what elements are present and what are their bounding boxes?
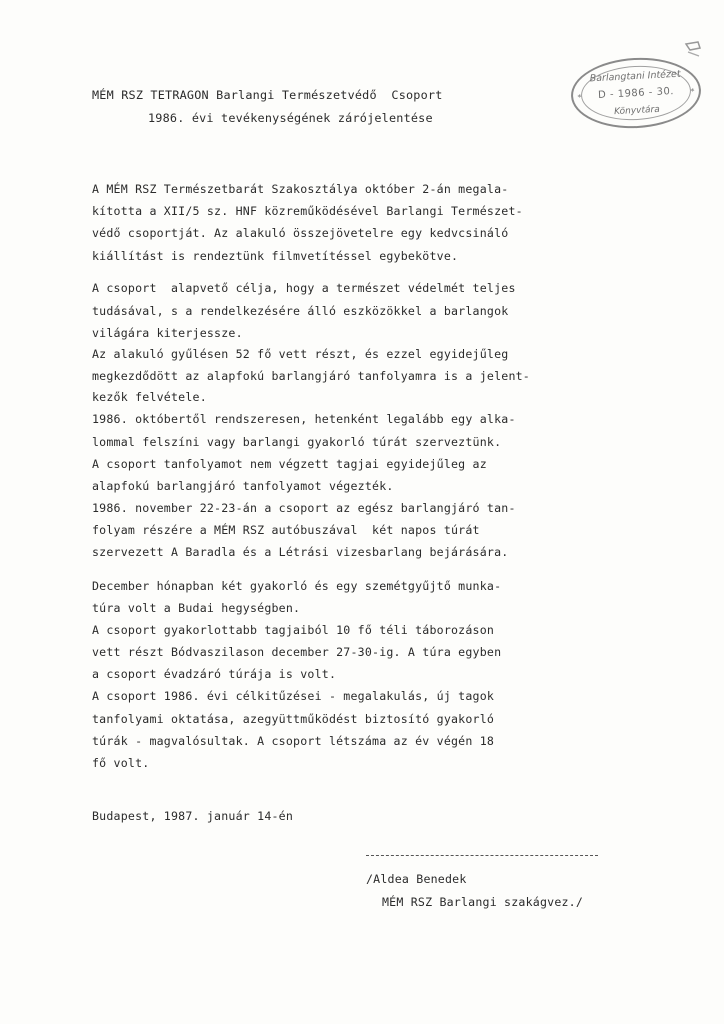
- body-line: A csoport gyakorlottabb tagjaiból 10 fő téli táborozáson: [92, 623, 495, 637]
- body-line: 1986. októbertől rendszeresen, hetenként legalább egy alka-: [92, 412, 516, 426]
- body-line: túra volt a Budai hegységben.: [92, 601, 301, 615]
- body-line: kezők felvétele.: [92, 390, 207, 404]
- body-line: a csoport évadzáró túrája is volt.: [92, 667, 337, 681]
- body-line: túrák - magvalósultak. A csoport létszáma az év végén 18: [92, 734, 495, 748]
- body-line: szervezett A Baradla és a Létrási vizesbarlang bejárására.: [92, 545, 509, 559]
- body-line: A csoport 1986. évi célkitűzései - megalakulás, új tagok: [92, 689, 495, 703]
- body-line: Az alakuló gyűlésen 52 fő vett részt, és ezzel egyidejűleg: [92, 347, 509, 361]
- date-line: Budapest, 1987. január 14-én: [92, 809, 294, 823]
- stamp-star-left-icon: *: [576, 92, 583, 103]
- signatory-title: MÉM RSZ Barlangi szakágvez./: [382, 895, 584, 909]
- body-line: alapfokú barlangjáró tanfolyamot végezték.: [92, 479, 394, 493]
- corner-mark-icon: [684, 40, 704, 68]
- body-line: kította a XII/5 sz. HNF közreműködésével Barlangi Természet-: [92, 204, 523, 218]
- heading-line-1: MÉM RSZ TETRAGON Barlangi Természetvédő Csoport: [92, 88, 443, 102]
- stamp-line-library: Könyvtára: [613, 104, 661, 118]
- stamp-line-institute: Barlangtani Intézet: [589, 68, 681, 85]
- signature-underline: [366, 855, 598, 856]
- body-line: világára kiterjessze.: [92, 326, 243, 340]
- body-line: December hónapban két gyakorló és egy szemétgyűjtő munka-: [92, 579, 502, 593]
- body-line: kiállítást is rendeztünk filmvetítéssel egybekötve.: [92, 249, 459, 263]
- body-line: védő csoportját. Az alakuló összejövetelre egy kedvcsináló: [92, 226, 509, 240]
- body-line: vett részt Bódvaszilason december 27-30-ig. A túra egyben: [92, 645, 502, 659]
- signatory-name: /Aldea Benedek: [366, 872, 467, 886]
- stamp-star-right-icon: *: [689, 86, 696, 97]
- body-line: A MÉM RSZ Természetbarát Szakosztálya október 2-án megala-: [92, 182, 509, 196]
- library-stamp: [569, 55, 702, 132]
- body-line: fő volt.: [92, 756, 150, 770]
- body-line: A csoport alapvető célja, hogy a természet védelmét teljes: [92, 281, 516, 295]
- body-line: megkezdődött az alapfokú barlangjáró tanfolyamra is a jelent-: [92, 369, 530, 383]
- heading-line-2: 1986. évi tevékenységének zárójelentése: [148, 111, 433, 125]
- body-line: lommal felszíni vagy barlangi gyakorló túrát szerveztünk.: [92, 435, 502, 449]
- body-line: tanfolyami oktatása, azegyüttműködést biztosító gyakorló: [92, 712, 495, 726]
- body-line: tudásával, s a rendelkezésére álló eszközökkel a barlangok: [92, 304, 509, 318]
- body-line: A csoport tanfolyamot nem végzett tagjai egyidejűleg az: [92, 457, 487, 471]
- body-line: folyam részére a MÉM RSZ autóbuszával két napos túrát: [92, 523, 480, 537]
- body-line: 1986. november 22-23-án a csoport az egész barlangjáró tan-: [92, 501, 516, 515]
- stamp-line-number: D - 1986 - 30.: [597, 86, 675, 101]
